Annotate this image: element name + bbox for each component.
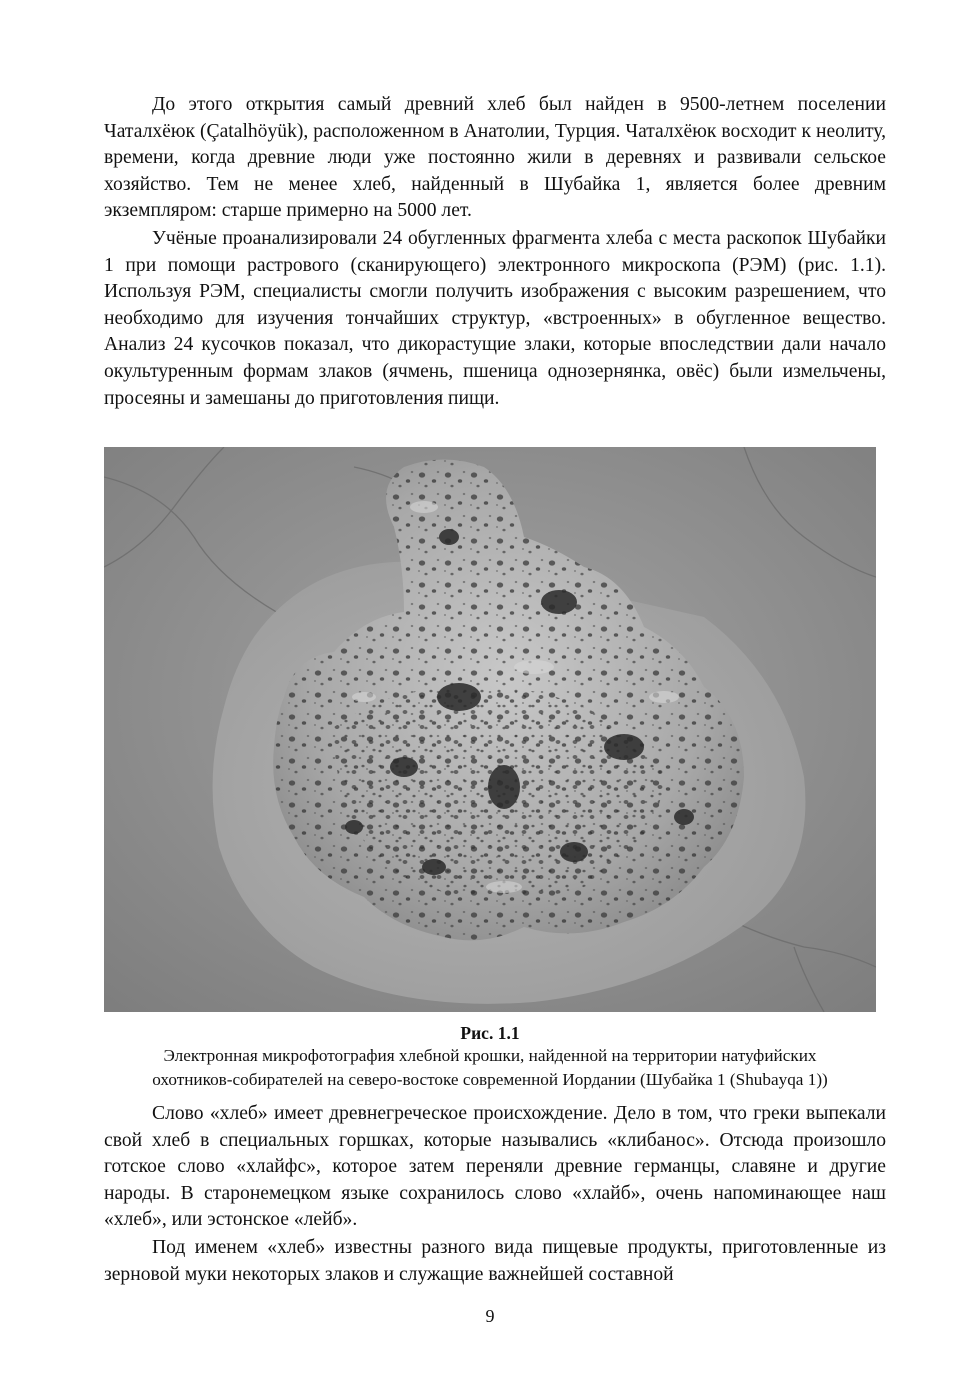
figure-caption-line: охотников-собирателей на северо-востоке современной Иордании (Шубайка 1 (Shubayqa 1)) xyxy=(152,1069,828,1089)
paragraph: Слово «хлеб» имеет древнегреческое происхождение. Дело в том, что греки выпекали свой хлеб в специальных горшках, которые назывались «клибанос». Отсюда произошло готское слово «хлайфс», которое затем переняли древние германцы, славяне и другие народы. В старонемецком языке сохранилось слово «хлайб», очень напоминающее наш «хлеб», или эстонское «лейб». xyxy=(104,1103,886,1231)
paragraph: До этого открытия самый древний хлеб был найден в 9500-летнем поселении Чаталхёюк (Çatalhöyük), расположенном в Анатолии, Турция. Чаталхёюк восходит к неолиту, времени, когда древние люди уже постоянно жили в деревнях и развивали сельское хозяйство. Тем не менее хлеб, найденный в Шубайка 1, является более древним экземпляром: старше примерно на 5000 лет. xyxy=(104,94,886,222)
paragraph: Под именем «хлеб» известны разного вида пищевые продукты, приготовленные из зерновой муки некоторых злаков и служащие важнейшей составной xyxy=(104,1236,886,1285)
figure-caption xyxy=(60,1022,920,1091)
page-number: 9 xyxy=(485,1306,495,1326)
body-text-bottom xyxy=(104,1101,886,1288)
figure-label: Рис. 1.1 xyxy=(460,1023,520,1043)
paragraph: Учёные проанализировали 24 обугленных фрагмента хлеба с места раскопок Шубайки 1 при помощи растрового (сканирующего) электронного микроскопа (РЭМ) (рис. 1.1). Используя РЭМ, специалисты смогли получить изображения с высоким разрешением, что необходимо для изучения тончайших структур, «встроенных» в обугленное вещество. Анализ 24 кусочков показал, что дикорастущие злаки, которые впоследствии дали начало окультуренным формам злаков (ячмень, пшеница однозернянка, овёс) были измельчены, просеяны и замешаны до приготовления пищи. xyxy=(104,227,886,409)
body-text-top xyxy=(104,92,886,412)
figure-caption-line: Электронная микрофотография хлебной крошки, найденной на территории натуфийских xyxy=(163,1046,817,1065)
sem-micrograph-figure xyxy=(104,447,876,1012)
bread-crumb-micrograph xyxy=(104,447,876,1012)
